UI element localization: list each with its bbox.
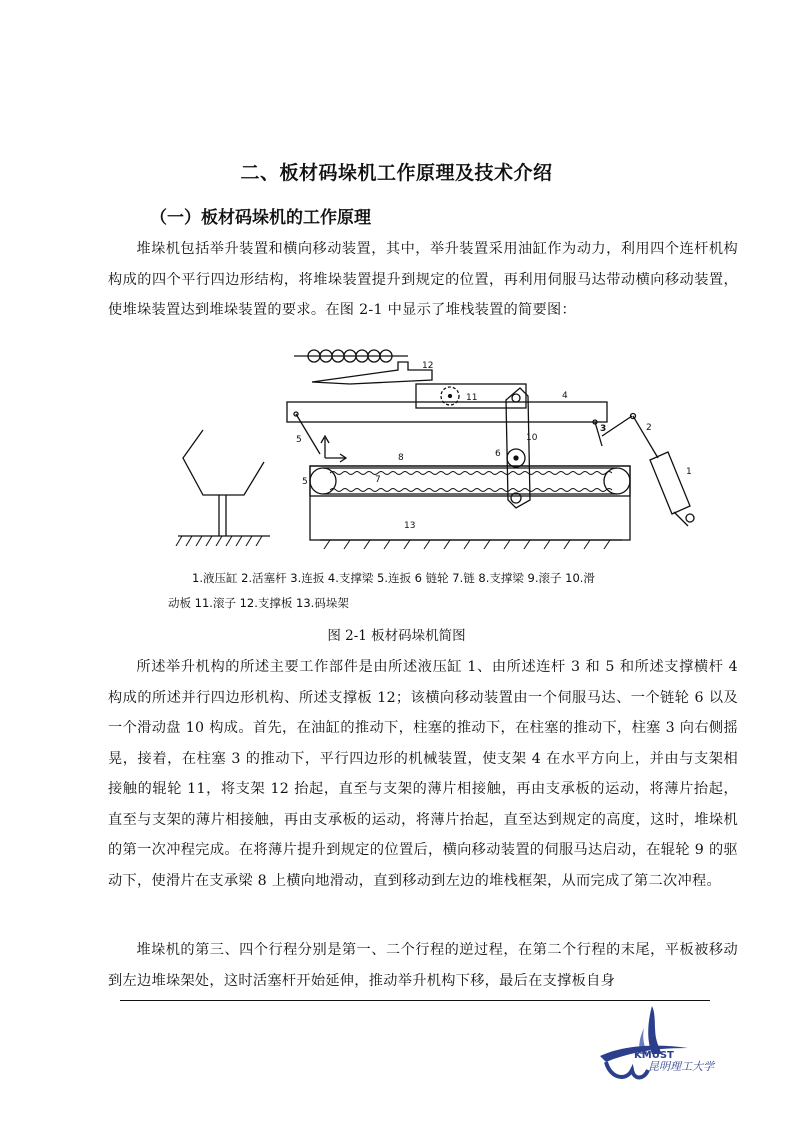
- logo-script-name: 昆明理工大学: [648, 1060, 714, 1073]
- section-heading: 二、板材码垛机工作原理及技术介绍: [240, 162, 553, 184]
- figure-legend-line2: 动板 11.滚子 12.支撑板 13.码垛架: [168, 596, 349, 610]
- label-13: 13: [404, 521, 416, 531]
- left-stack-frame: [176, 430, 270, 546]
- label-4: 4: [562, 391, 568, 401]
- label-5a: 5: [296, 435, 302, 445]
- connecting-links: [294, 412, 606, 462]
- label-6: 6: [495, 449, 501, 459]
- sheet-stack-rollers: [294, 350, 408, 362]
- support-plate-12: [312, 361, 433, 384]
- label-5b: 5: [302, 477, 308, 487]
- stacker-schematic-figure: [170, 340, 730, 555]
- upper-carriage: [416, 384, 526, 408]
- university-logo: [596, 1004, 736, 1086]
- label-3: 3: [600, 424, 607, 434]
- figure-legend-line1: 1.液压缸 2.活塞杆 3.连扳 4.支撑梁 5.连扳 6 链轮 7.链 8.支撑梁 9.滚子 10.滑: [192, 571, 595, 585]
- label-12: 12: [422, 361, 434, 371]
- paragraph-intro: 堆垛机包括举升装置和横向移动装置，其中，举升装置采用油缸作为动力，利用四个连杆机构构成的四个平行四边形结构，将堆垛装置提升到规定的位置，再利用伺服马达带动横向移动装置，使堆垛装置达到堆垛装置的要求。在图 2-1 中显示了堆栈装置的简要图：: [108, 241, 738, 318]
- stacking-frame-13: [302, 453, 630, 549]
- label-7: 7: [375, 475, 381, 485]
- subsection-heading: （一）板材码垛机的工作原理: [150, 208, 371, 228]
- label-10: 10: [526, 433, 538, 443]
- label-1: 1: [686, 467, 692, 477]
- footer-divider: [120, 1000, 710, 1001]
- hydraulic-cylinder-assembly: [602, 414, 694, 527]
- figure-caption: 图 2-1 板材码垛机简图: [327, 628, 466, 644]
- paragraph-stroke: 堆垛机的第三、四个行程分别是第一、二个行程的逆过程，在第二个行程的末尾，平板被移动到左边堆垛架处，这时活塞杆开始延伸，推动举升机构下移，最后在支撑板自身: [108, 942, 738, 989]
- paragraph-mechanism: 所述举升机构的所述主要工作部件是由所述液压缸 1、由所述连杆 3 和 5 和所述支撑横杆 4 构成的所述并行四边形机构、所述支撑板 12；该横向移动装置由一个伺服马达、一个链轮 6 以及一个滑动盘 10 构成。首先，在油缸的推动下，柱塞的推动下，在柱塞的推动下，柱塞 3 向右侧摇晃，接着，在柱塞 3 的推动下，平行四边形的机械装置，使支架 4 在水平方向上，并由与支架相接触的辊轮 11，将支架 12 抬起，直至与支架的薄片相接触，再由支承板的运动，将薄片抬起，直至与支架的薄片相接触，再由支承板的运动，将薄片抬起，直至达到规定的高度，这时，堆垛机的第一次冲程完成。在将薄片提升到规定的位置后，横向移动装置的伺服马达启动，在辊轮 9 的驱动下，使滑片在支承梁 8 上横向地滑动，直到移动到左边的堆栈框架，从而完成了第二次冲程。: [108, 659, 738, 889]
- support-beam-4: [287, 391, 607, 422]
- logo-wordmark: KMUST: [634, 1050, 674, 1061]
- label-8: 8: [398, 453, 404, 463]
- label-2: 2: [646, 423, 652, 433]
- label-11: 11: [466, 393, 478, 403]
